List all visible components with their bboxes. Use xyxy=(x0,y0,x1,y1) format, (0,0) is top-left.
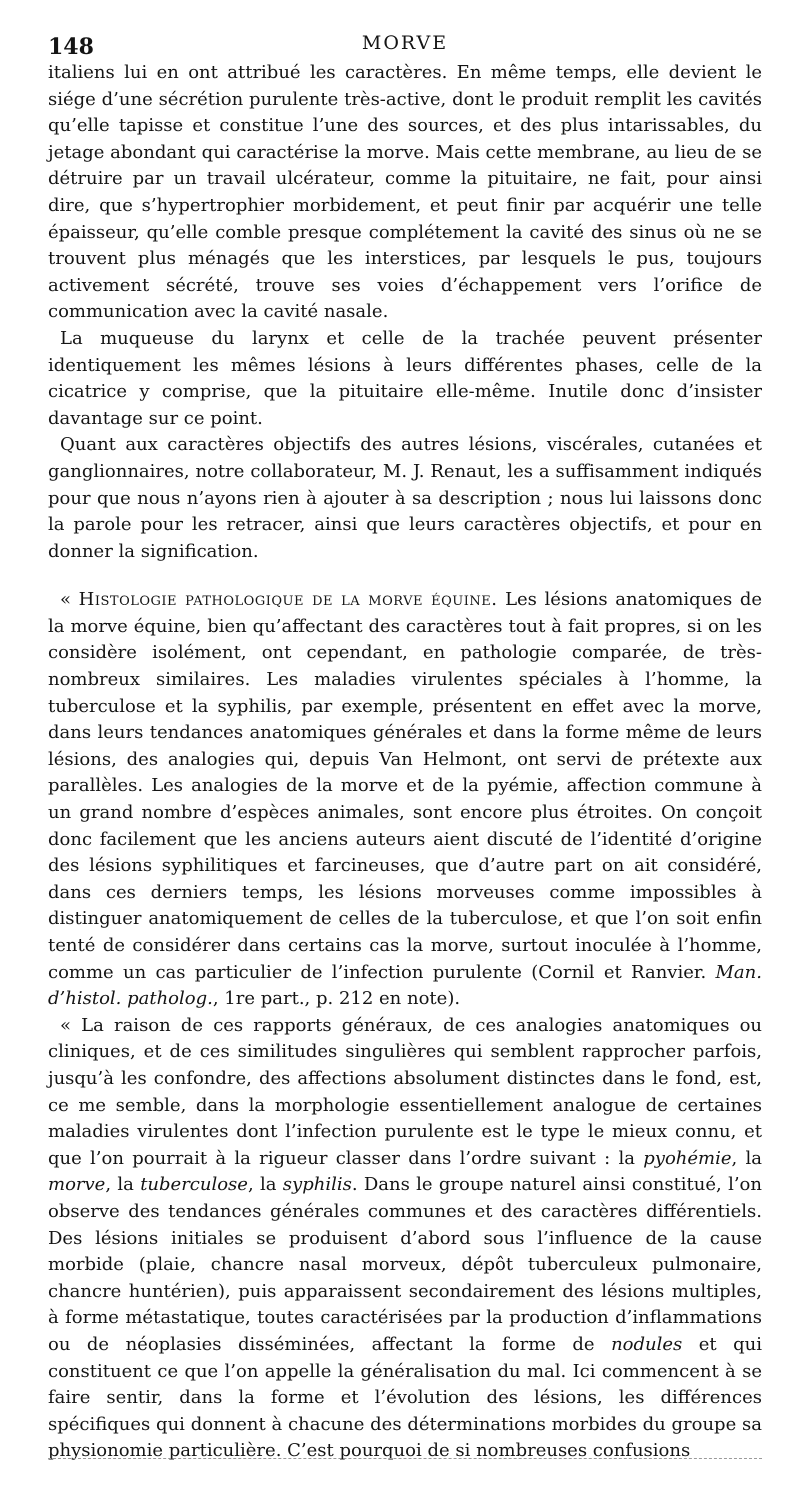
citation-tail: , 1re part., p. 212 en note). xyxy=(212,988,461,1010)
footer-rule xyxy=(48,1458,762,1459)
text-run: . Dans le groupe naturel ainsi constitué, l’on observe des tendances générales communes et des caractères différentiels. Des lésions initiales se produisent d’abord sous l’influence de la cause morbide (plaie, chancre nasal morveux, dépôt tuberculeux pulmonaire, chancre huntérien), puis apparaissent secondairement des lésions multiples, à forme métastatique, toutes caractérisées par la production d’inflammations ou de néoplasies disséminées, affectant la forme de xyxy=(48,1174,762,1355)
paragraph-larynx-trachea: La muqueuse du larynx et celle de la trachée peuvent présenter identiquement les mêmes lésions à leurs différentes phases, celle de la cicatrice y comprise, que la pituitaire elle-même. Inutile donc d’insister davantage sur ce point. xyxy=(48,327,762,429)
term-nodules: nodules xyxy=(611,1333,683,1355)
running-title: MORVE xyxy=(361,32,449,54)
section-gap xyxy=(48,565,762,587)
paragraph-general-relations xyxy=(48,1013,762,1465)
citation-title: Man. d’histol. patholog. xyxy=(48,961,762,1010)
paragraph-other-lesions: Quant aux caractères objectifs des autres lésions, viscérales, cutanées et ganglionnaires, notre collaborateur, M. J. Renaut, les a suffisamment indiqués pour que nous n’ayons rien à ajouter à sa description ; nous lui laissons donc la parole pour les retracer, ainsi que leurs caractères objectifs, et pour en donner la signification. xyxy=(48,434,762,562)
histology-text: Les lésions anatomiques de la morve équine, bien qu’affectant des caractères tout à fait propres, si on les considère isolément, ont cependant, en pathologie comparée, de très-nombreux similaires. Les maladies virulentes spéciales à l’homme, la tuberculose et la syphilis, par exemple, présentent en effet avec la morve, dans leurs tendances anatomiques générales et dans la forme même de leurs lésions, des analogies qui, depuis Van Helmont, ont servi de prétexte aux parallèles. Les analogies de la morve et de la pyémie, affection commune à un grand nombre d’espèces animales, sont encore plus étroites. On conçoit donc facilement que les anciens auteurs aient discuté de l’identité d’origine des lésions syphilitiques et farcineuses, que d’autre part on ait considéré, dans ces derniers temps, les lésions morveuses comme impossibles à distinguer anatomiquement de celles de la tuberculose, et que l’on soit enfin tenté de considérer dans certains cas la morve, surtout inoculée à l’homme, comme un cas particulier de l’infection purulente (Cornil et Ranvier. xyxy=(48,589,762,983)
paragraph-sinus-mucosa: italiens lui en ont attribué les caractères. En même temps, elle devient le siége d’une sécrétion purulente très-active, dont le produit remplit les cavités qu’elle tapisse et constitue l’une des sources, et des plus intarissables, du jetage abondant qui caractérise la morve. Mais cette membrane, au lieu de se détruire par un travail ulcérateur, comme la pituitaire, ne fait, pour ainsi dire, que s’hypertrophier morbidement, et peut finir par acquérir une telle épaisseur, qu’elle comble presque complétement la cavité des sinus où ne se trouvent plus ménagés que les interstices, par lesquels le pus, toujours activement sécrété, trouve ses voies d’échappement vers l’orifice de communication avec la cavité nasale. xyxy=(48,62,762,323)
text-run: , la xyxy=(731,1147,762,1169)
text-run: , la xyxy=(105,1174,141,1196)
text-run: « La raison de ces rapports généraux, de ces analogies anatomiques ou cliniques, et de ces similitudes singulières qui semblent rapprocher parfois, jusqu’à les confondre, des affections absolument distinctes dans le fond, est, ce me semble, dans la morphologie essentiellement analogue de certaines maladies virulentes dont l’infection purulente est le type le mieux connu, et que l’on pourrait à la rigueur classer dans l’ordre suivant : la xyxy=(48,1014,762,1169)
text-run: et qui constituent ce que l’on appelle la généralisation du mal. Ici commencent à se faire sentir, dans la forme et l’évolution des lésions, les différences spécifiques qui donnent à chacune des déterminations morbides du groupe sa physionomie particulière. C’est pourquoi de si nombreuses confusions xyxy=(48,1333,762,1462)
text-run: , la xyxy=(247,1174,283,1196)
term-syphilis: syphilis xyxy=(282,1174,352,1196)
term-pyohemie: pyohémie xyxy=(643,1147,732,1169)
section-heading: Histologie pathologique de la morve équine. xyxy=(78,589,498,611)
term-tuberculose: tuberculose xyxy=(140,1174,248,1196)
opening-quote-mark: « xyxy=(60,589,72,611)
running-head xyxy=(48,26,762,60)
page-number: 148 xyxy=(48,34,94,60)
term-morve: morve xyxy=(48,1174,106,1196)
paragraph-histology xyxy=(48,587,762,1013)
